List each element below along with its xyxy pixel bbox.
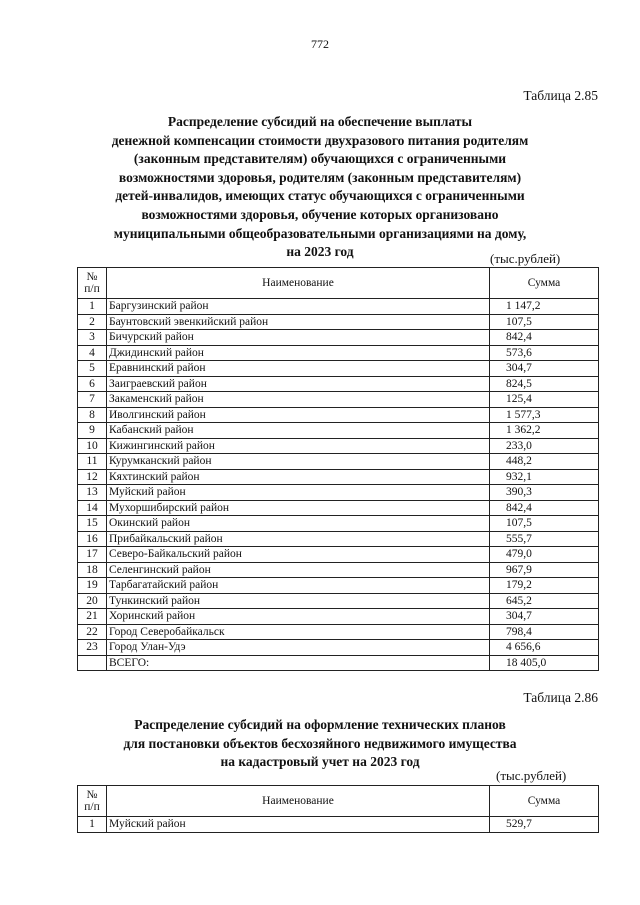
cell-sum: 529,7 <box>490 817 599 833</box>
cell-num: 19 <box>78 578 107 594</box>
table-row <box>78 376 599 392</box>
table-row <box>78 500 599 516</box>
cell-num: 9 <box>78 423 107 439</box>
table-row <box>78 562 599 578</box>
table-row <box>78 392 599 408</box>
cell-name: Город Улан-Удэ <box>107 640 490 656</box>
title-line: денежной компенсации стоимости двухразового питания родителям <box>111 132 529 148</box>
header-name: Наименование <box>107 268 490 299</box>
cell-sum: 1 577,3 <box>490 407 599 423</box>
table-title <box>60 716 580 772</box>
cell-name: Селенгинский район <box>107 562 490 578</box>
table-row <box>78 547 599 563</box>
cell-num: 15 <box>78 516 107 532</box>
cell-name: Джидинский район <box>107 345 490 361</box>
table-row <box>78 817 599 833</box>
cell-num: 10 <box>78 438 107 454</box>
cell-num: 5 <box>78 361 107 377</box>
cell-name: Тункинский район <box>107 593 490 609</box>
cell-name: Тарбагатайский район <box>107 578 490 594</box>
cell-name: ВСЕГО: <box>107 655 490 671</box>
cell-name: Бичурский район <box>107 330 490 346</box>
header-sum: Сумма <box>490 786 599 817</box>
cell-num: 8 <box>78 407 107 423</box>
table-row <box>78 345 599 361</box>
table-header-row <box>78 786 599 817</box>
cell-sum: 967,9 <box>490 562 599 578</box>
table-row <box>78 314 599 330</box>
cell-sum: 842,4 <box>490 500 599 516</box>
cell-name: Иволгинский район <box>107 407 490 423</box>
cell-num: 1 <box>78 299 107 315</box>
table-row <box>78 299 599 315</box>
cell-num: 20 <box>78 593 107 609</box>
cell-name: Еравнинский район <box>107 361 490 377</box>
cell-sum: 645,2 <box>490 593 599 609</box>
cell-num: 13 <box>78 485 107 501</box>
cell-sum: 107,5 <box>490 516 599 532</box>
table-row <box>78 593 599 609</box>
table-row <box>78 485 599 501</box>
units-label: (тыс.рублей) <box>496 768 567 783</box>
cell-sum: 824,5 <box>490 376 599 392</box>
header-num-line2: п/п <box>84 283 100 295</box>
cell-sum: 107,5 <box>490 314 599 330</box>
cell-name: Северо-Байкальский район <box>107 547 490 563</box>
cell-sum: 932,1 <box>490 469 599 485</box>
table-row <box>78 531 599 547</box>
cell-sum: 125,4 <box>490 392 599 408</box>
table-row <box>78 330 599 346</box>
cell-name: Кабанский район <box>107 423 490 439</box>
cell-num: 18 <box>78 562 107 578</box>
table-row <box>78 423 599 439</box>
cell-num: 11 <box>78 454 107 470</box>
cell-name: Хоринский район <box>107 609 490 625</box>
title-line: на кадастровый учет на 2023 год <box>220 754 420 770</box>
cell-sum: 233,0 <box>490 438 599 454</box>
cell-name: Прибайкальский район <box>107 531 490 547</box>
title-line: возможностями здоровья, родителям (законным представителям) <box>118 169 522 185</box>
table-row <box>78 578 599 594</box>
table-header-row <box>78 268 599 299</box>
page-number: 772 <box>311 37 329 51</box>
header-num <box>78 786 107 817</box>
cell-name: Кяхтинский район <box>107 469 490 485</box>
title-line: для постановки объектов бесхозяйного недвижимого имущества <box>123 735 517 751</box>
header-num-line2: п/п <box>84 801 100 813</box>
header-name: Наименование <box>107 786 490 817</box>
title-line: (законным представителям) обучающихся с ограниченными <box>133 151 507 167</box>
cell-num: 1 <box>78 817 107 833</box>
total-row <box>78 655 599 671</box>
table-label: Таблица 2.85 <box>523 88 598 103</box>
table-row <box>78 454 599 470</box>
cell-num: 23 <box>78 640 107 656</box>
title-line: на 2023 год <box>286 244 354 260</box>
cell-sum: 448,2 <box>490 454 599 470</box>
header-num-line1: № <box>86 788 98 801</box>
cell-sum: 479,0 <box>490 547 599 563</box>
cell-num: 3 <box>78 330 107 346</box>
cell-sum: 573,6 <box>490 345 599 361</box>
cell-num: 21 <box>78 609 107 625</box>
title-line: детей-инвалидов, имеющих статус обучающихся с ограниченными <box>115 188 525 204</box>
units-label: (тыс.рублей) <box>490 251 561 266</box>
cell-num <box>78 655 107 671</box>
cell-name: Закаменский район <box>107 392 490 408</box>
cell-sum: 304,7 <box>490 361 599 377</box>
subsidy-table <box>77 267 599 671</box>
cell-sum: 390,3 <box>490 485 599 501</box>
cell-name: Заиграевский район <box>107 376 490 392</box>
cell-name: Муйский район <box>107 485 490 501</box>
cell-num: 7 <box>78 392 107 408</box>
table-row <box>78 624 599 640</box>
table-row <box>78 407 599 423</box>
cell-name: Муйский район <box>107 817 490 833</box>
table-title <box>60 113 580 262</box>
cell-sum: 179,2 <box>490 578 599 594</box>
cell-num: 6 <box>78 376 107 392</box>
header-sum: Сумма <box>490 268 599 299</box>
cell-name: Город Северобайкальск <box>107 624 490 640</box>
cell-name: Курумканский район <box>107 454 490 470</box>
cell-num: 14 <box>78 500 107 516</box>
table-row <box>78 438 599 454</box>
cell-sum: 304,7 <box>490 609 599 625</box>
header-num <box>78 268 107 299</box>
cell-name: Окинский район <box>107 516 490 532</box>
title-line: муниципальными общеобразовательными организациями на дому, <box>113 225 527 241</box>
title-line: Распределение субсидий на оформление технических планов <box>134 717 506 732</box>
title-line: Распределение субсидий на обеспечение выплаты <box>167 114 473 129</box>
cell-sum: 1 362,2 <box>490 423 599 439</box>
table-row <box>78 469 599 485</box>
cell-sum: 1 147,2 <box>490 299 599 315</box>
table-row <box>78 609 599 625</box>
cell-sum: 555,7 <box>490 531 599 547</box>
cell-sum: 842,4 <box>490 330 599 346</box>
cell-name: Кижингинский район <box>107 438 490 454</box>
cell-name: Баргузинский район <box>107 299 490 315</box>
title-line: возможностями здоровья, обучение которых организовано <box>141 206 499 222</box>
table-row <box>78 361 599 377</box>
table-label: Таблица 2.86 <box>523 690 598 705</box>
header-num-line1: № <box>86 270 98 283</box>
cell-num: 17 <box>78 547 107 563</box>
table-row <box>78 516 599 532</box>
cell-sum: 798,4 <box>490 624 599 640</box>
cell-num: 2 <box>78 314 107 330</box>
cell-name: Баунтовский эвенкийский район <box>107 314 490 330</box>
table-row <box>78 640 599 656</box>
cell-name: Мухоршибирский район <box>107 500 490 516</box>
cell-num: 22 <box>78 624 107 640</box>
cell-num: 12 <box>78 469 107 485</box>
cell-sum: 4 656,6 <box>490 640 599 656</box>
cell-num: 4 <box>78 345 107 361</box>
cell-num: 16 <box>78 531 107 547</box>
cell-sum: 18 405,0 <box>490 655 599 671</box>
subsidy-table <box>77 785 599 833</box>
